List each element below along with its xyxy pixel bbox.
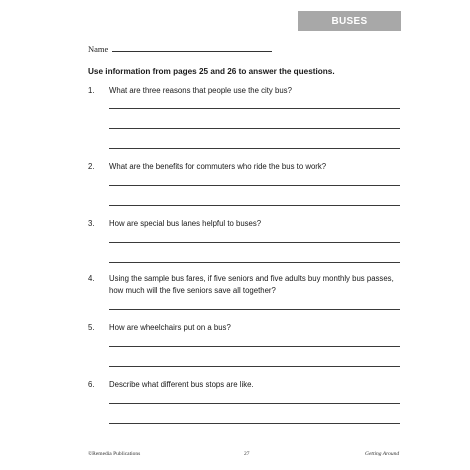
question-text: How are special bus lanes helpful to buses? [109, 219, 262, 228]
answer-line[interactable] [109, 242, 400, 243]
answer-line[interactable] [109, 108, 400, 109]
answer-line[interactable] [109, 262, 400, 263]
footer-book-title: Getting Around [365, 451, 400, 457]
question-number: 1. [88, 86, 95, 95]
answer-line[interactable] [109, 205, 400, 206]
question-number: 2. [88, 162, 95, 171]
question-number: 4. [88, 274, 95, 283]
question-text: Using the sample bus fares, if five seniors and five adults buy monthly bus passes, how much will the five seniors save all together? [109, 274, 394, 295]
question-text: What are three reasons that people use the city bus? [109, 86, 292, 95]
instructions: Use information from pages 25 and 26 to answer the questions. [88, 67, 335, 76]
topic-banner [298, 11, 401, 31]
answer-line[interactable] [109, 346, 400, 347]
answer-line[interactable] [109, 309, 400, 310]
topic-title: BUSES [331, 15, 368, 27]
question-text: How are wheelchairs put on a bus? [109, 323, 231, 332]
answer-line[interactable] [109, 366, 400, 367]
question-text: What are the benefits for commuters who ride the bus to work? [109, 162, 327, 171]
question-number: 3. [88, 219, 95, 228]
footer-publisher: ©Remedia Publications [88, 451, 141, 457]
question-number: 6. [88, 380, 95, 389]
question-text: Describe what different bus stops are like. [109, 380, 254, 389]
answer-line[interactable] [109, 148, 400, 149]
answer-line[interactable] [109, 423, 400, 424]
name-row [88, 44, 272, 54]
footer-page-number: 27 [244, 451, 250, 457]
answer-line[interactable] [109, 128, 400, 129]
answer-line[interactable] [109, 185, 400, 186]
question-number: 5. [88, 323, 95, 332]
name-label: Name [88, 44, 109, 54]
answer-line[interactable] [109, 403, 400, 404]
name-field-line[interactable] [112, 51, 272, 52]
